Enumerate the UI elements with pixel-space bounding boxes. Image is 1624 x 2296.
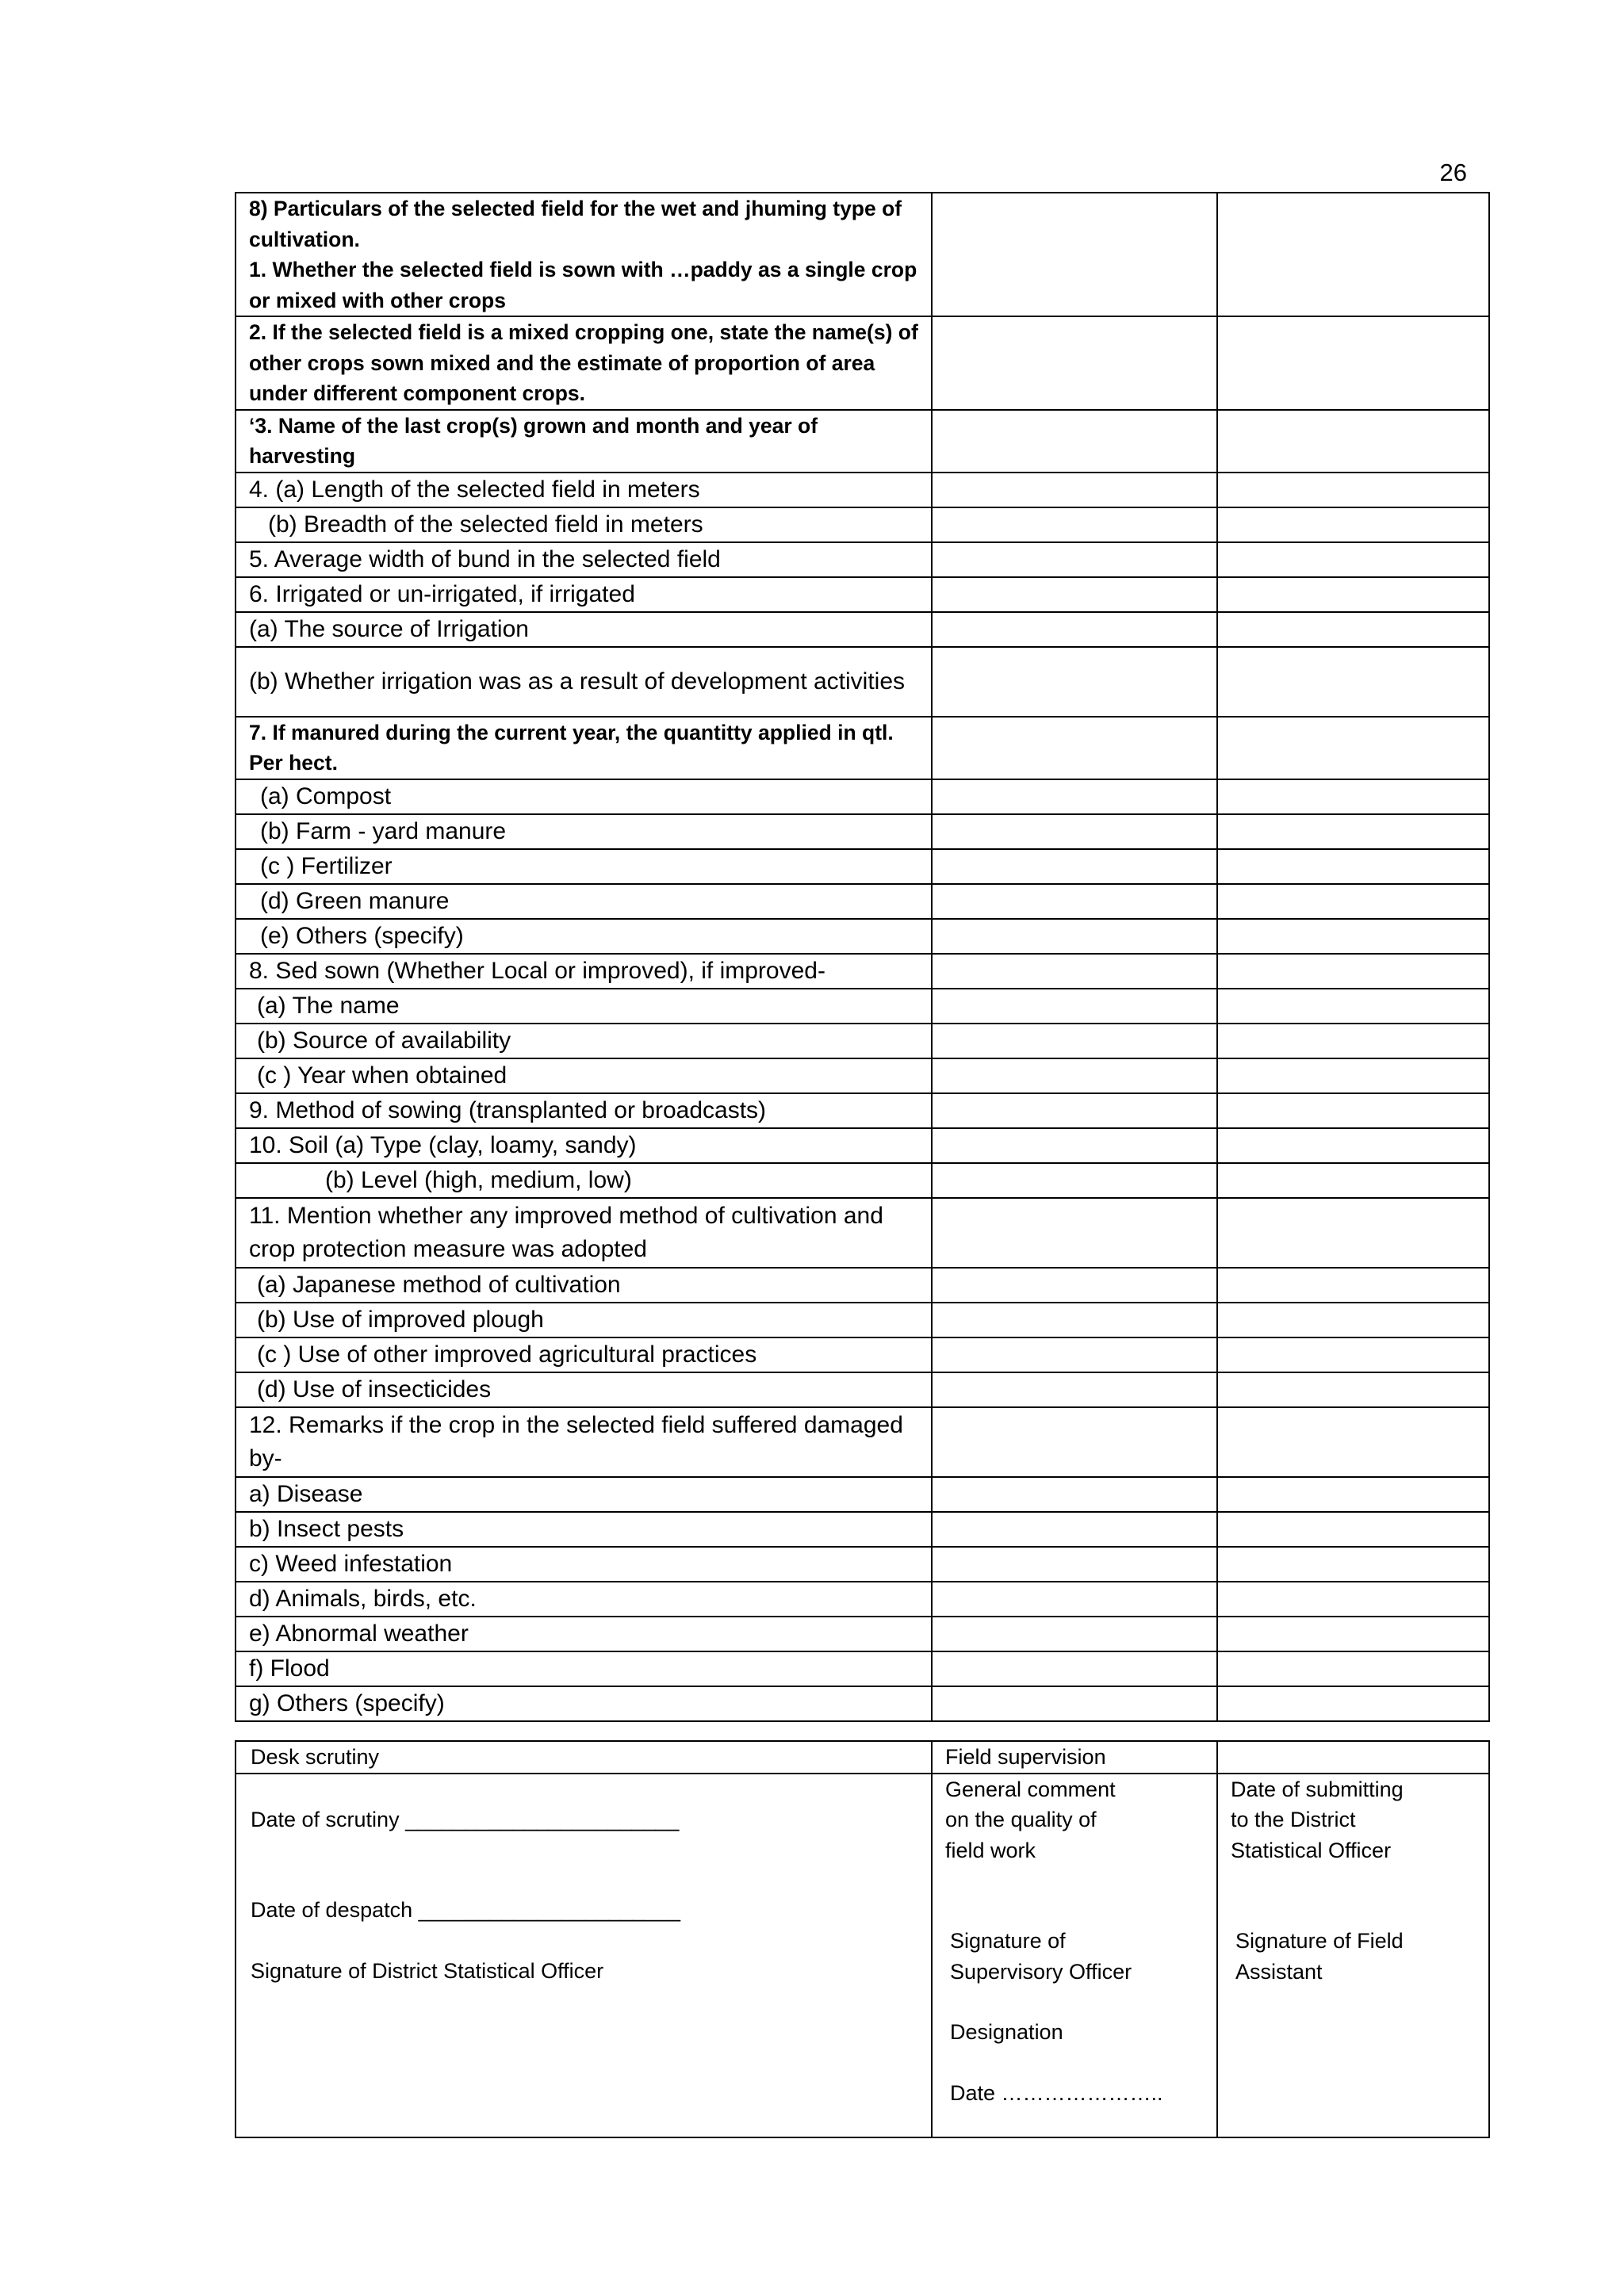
answer-cell[interactable] (932, 577, 1217, 612)
remarks-cell[interactable] (1217, 1024, 1489, 1058)
row-label: ‘3. Name of the last crop(s) grown and month and year of harvesting (236, 410, 932, 473)
answer-cell[interactable] (932, 612, 1217, 647)
table-row (236, 612, 1489, 647)
row-label: (c ) Year when obtained (236, 1058, 932, 1093)
remarks-cell[interactable] (1217, 1512, 1489, 1547)
answer-cell[interactable] (932, 919, 1217, 954)
date-of-despatch-field[interactable]: Date of despatch ______________________ (251, 1898, 680, 1922)
remarks-cell[interactable] (1217, 1163, 1489, 1198)
table-row (236, 1582, 1489, 1617)
signature-dso-label: Signature of District Statistical Officer (251, 1958, 604, 1983)
table-row (236, 1093, 1489, 1128)
table-row (236, 1512, 1489, 1547)
remarks-cell[interactable] (1217, 1372, 1489, 1407)
row-label: (a) The name (236, 989, 932, 1024)
remarks-cell[interactable] (1217, 814, 1489, 849)
table-row (236, 647, 1489, 717)
remarks-cell[interactable] (1217, 884, 1489, 919)
table-row (236, 919, 1489, 954)
general-comment-label: General comment on the quality of field work (945, 1777, 1116, 1862)
date-of-scrutiny-field[interactable]: Date of scrutiny _______________________ (251, 1807, 680, 1831)
page-number: 26 (1439, 159, 1467, 186)
desk-scrutiny-label: Desk scrutiny (251, 1745, 380, 1769)
table-row (236, 1686, 1489, 1721)
remarks-cell[interactable] (1217, 612, 1489, 647)
remarks-cell[interactable] (1217, 779, 1489, 814)
table-row (236, 1651, 1489, 1686)
remarks-cell[interactable] (1217, 410, 1489, 473)
answer-cell[interactable] (932, 1582, 1217, 1617)
answer-cell[interactable] (932, 1128, 1217, 1163)
table-row (236, 1163, 1489, 1198)
answer-cell[interactable] (932, 954, 1217, 989)
remarks-cell[interactable] (1217, 1477, 1489, 1512)
remarks-cell[interactable] (1217, 1582, 1489, 1617)
row-label: 6. Irrigated or un-irrigated, if irrigated (236, 577, 932, 612)
row-label: (d) Use of insecticides (236, 1372, 932, 1407)
field-supervision-label: Field supervision (945, 1745, 1106, 1769)
remarks-cell[interactable] (1217, 1058, 1489, 1093)
supervision-date-field[interactable]: Date ………………….. (950, 2080, 1163, 2105)
remarks-cell[interactable] (1217, 1093, 1489, 1128)
row-label: (b) Farm - yard manure (236, 814, 932, 849)
table-row (236, 954, 1489, 989)
table-row (236, 1058, 1489, 1093)
row-label: (c ) Use of other improved agricultural practices (236, 1337, 932, 1372)
signature-supervisory-label: Signature of Supervisory Officer (950, 1929, 1132, 1984)
answer-cell[interactable] (932, 1163, 1217, 1198)
answer-cell[interactable] (932, 1093, 1217, 1128)
remarks-cell[interactable] (1217, 577, 1489, 612)
table-row (236, 849, 1489, 884)
remarks-cell[interactable] (1217, 1407, 1489, 1477)
table-row (236, 507, 1489, 542)
table-row (236, 1268, 1489, 1303)
answer-cell[interactable] (932, 1058, 1217, 1093)
answer-cell[interactable] (932, 316, 1217, 410)
answer-cell[interactable] (932, 1407, 1217, 1477)
row-label: (a) Compost (236, 779, 932, 814)
answer-cell[interactable] (932, 1686, 1217, 1721)
row-label: 12. Remarks if the crop in the selected field suffered damaged by- (236, 1407, 932, 1477)
row-label: 11. Mention whether any improved method of cultivation and crop protection measure was adopted (236, 1198, 932, 1268)
answer-cell[interactable] (932, 884, 1217, 919)
row-label: (b) Use of improved plough (236, 1303, 932, 1337)
row-label: c) Weed infestation (236, 1547, 932, 1582)
answer-cell[interactable] (932, 542, 1217, 577)
table-row (236, 1024, 1489, 1058)
answer-cell[interactable] (932, 849, 1217, 884)
row-label: 9. Method of sowing (transplanted or broadcasts) (236, 1093, 932, 1128)
row-label: (b) Level (high, medium, low) (236, 1163, 932, 1198)
answer-cell[interactable] (932, 473, 1217, 507)
remarks-cell[interactable] (1217, 989, 1489, 1024)
row-label: e) Abnormal weather (236, 1617, 932, 1651)
table-row (236, 1477, 1489, 1512)
row-label: (b) Whether irrigation was as a result of development activities (236, 647, 932, 717)
blank-heading-cell (1217, 1741, 1489, 1774)
row-label: d) Animals, birds, etc. (236, 1582, 932, 1617)
row-label: 10. Soil (a) Type (clay, loamy, sandy) (236, 1128, 932, 1163)
remarks-cell[interactable] (1217, 1268, 1489, 1303)
answer-cell[interactable] (932, 1477, 1217, 1512)
answer-cell[interactable] (932, 507, 1217, 542)
row-label: 4. (a) Length of the selected field in meters (236, 473, 932, 507)
remarks-cell[interactable] (1217, 1337, 1489, 1372)
table-row (236, 410, 1489, 473)
remarks-cell[interactable] (1217, 1686, 1489, 1721)
answer-cell[interactable] (932, 647, 1217, 717)
row-label: f) Flood (236, 1651, 932, 1686)
row-label: 8) Particulars of the selected field for the wet and jhuming type of cultivation. 1. Whether the selected field is sown with …paddy as a single crop or mixed with other crops (236, 193, 932, 316)
table-row (236, 1303, 1489, 1337)
desk-scrutiny-heading (236, 1741, 932, 1774)
answer-cell[interactable] (932, 1651, 1217, 1686)
table-row (236, 193, 1489, 316)
submission-cell (1217, 1774, 1489, 2137)
field-supervision-heading (932, 1741, 1217, 1774)
row-label: (a) Japanese method of cultivation (236, 1268, 932, 1303)
table-row (236, 1337, 1489, 1372)
answer-cell[interactable] (932, 1268, 1217, 1303)
table-row (236, 717, 1489, 779)
answer-cell[interactable] (932, 779, 1217, 814)
desk-scrutiny-cell (236, 1774, 932, 2137)
remarks-cell[interactable] (1217, 1198, 1489, 1268)
row-label: (b) Breadth of the selected field in meters (236, 507, 932, 542)
table-row (236, 779, 1489, 814)
answer-cell[interactable] (932, 1198, 1217, 1268)
field-particulars-table (235, 192, 1490, 1722)
table-row (236, 814, 1489, 849)
row-label: 5. Average width of bund in the selected field (236, 542, 932, 577)
answer-cell[interactable] (932, 1024, 1217, 1058)
remarks-cell[interactable] (1217, 473, 1489, 507)
remarks-cell[interactable] (1217, 849, 1489, 884)
row-label: (c ) Fertilizer (236, 849, 932, 884)
remarks-cell[interactable] (1217, 193, 1489, 316)
answer-cell[interactable] (932, 1512, 1217, 1547)
remarks-cell[interactable] (1217, 919, 1489, 954)
row-label: a) Disease (236, 1477, 932, 1512)
answer-cell[interactable] (932, 814, 1217, 849)
designation-label: Designation (950, 2020, 1063, 2044)
remarks-cell[interactable] (1217, 316, 1489, 410)
row-label: 8. Sed sown (Whether Local or improved), if improved- (236, 954, 932, 989)
row-label: b) Insect pests (236, 1512, 932, 1547)
remarks-cell[interactable] (1217, 507, 1489, 542)
remarks-cell[interactable] (1217, 1651, 1489, 1686)
table-row (236, 577, 1489, 612)
table-row (236, 989, 1489, 1024)
table-row (236, 473, 1489, 507)
answer-cell[interactable] (932, 1617, 1217, 1651)
table-row (236, 1372, 1489, 1407)
answer-cell[interactable] (932, 989, 1217, 1024)
remarks-cell[interactable] (1217, 1303, 1489, 1337)
answer-cell[interactable] (932, 193, 1217, 316)
answer-cell[interactable] (932, 1547, 1217, 1582)
signature-field-assistant-label: Signature of Field Assistant (1235, 1929, 1404, 1984)
row-label: 2. If the selected field is a mixed cropping one, state the name(s) of other crops sown mixed and the estimate of proportion of area under different component crops. (236, 316, 932, 410)
row-label: (e) Others (specify) (236, 919, 932, 954)
answer-cell[interactable] (932, 410, 1217, 473)
table-row (236, 316, 1489, 410)
table-row (236, 1547, 1489, 1582)
remarks-cell[interactable] (1217, 1128, 1489, 1163)
field-supervision-cell (932, 1774, 1217, 2137)
remarks-cell[interactable] (1217, 1617, 1489, 1651)
remarks-cell[interactable] (1217, 647, 1489, 717)
answer-cell[interactable] (932, 1337, 1217, 1372)
table-row (236, 1198, 1489, 1268)
row-label: g) Others (specify) (236, 1686, 932, 1721)
row-label: (b) Source of availability (236, 1024, 932, 1058)
date-of-submitting-label: Date of submitting to the District Statistical Officer (1231, 1777, 1404, 1862)
answer-cell[interactable] (932, 717, 1217, 779)
remarks-cell[interactable] (1217, 954, 1489, 989)
remarks-cell[interactable] (1217, 717, 1489, 779)
table-row (236, 542, 1489, 577)
row-label: (d) Green manure (236, 884, 932, 919)
scrutiny-table (235, 1740, 1490, 2138)
table-row (236, 1128, 1489, 1163)
table-row (236, 884, 1489, 919)
remarks-cell[interactable] (1217, 1547, 1489, 1582)
answer-cell[interactable] (932, 1372, 1217, 1407)
answer-cell[interactable] (932, 1303, 1217, 1337)
remarks-cell[interactable] (1217, 542, 1489, 577)
table-row (236, 1407, 1489, 1477)
row-label: 7. If manured during the current year, the quantitty applied in qtl. Per hect. (236, 717, 932, 779)
table-row (236, 1617, 1489, 1651)
row-label: (a) The source of Irrigation (236, 612, 932, 647)
